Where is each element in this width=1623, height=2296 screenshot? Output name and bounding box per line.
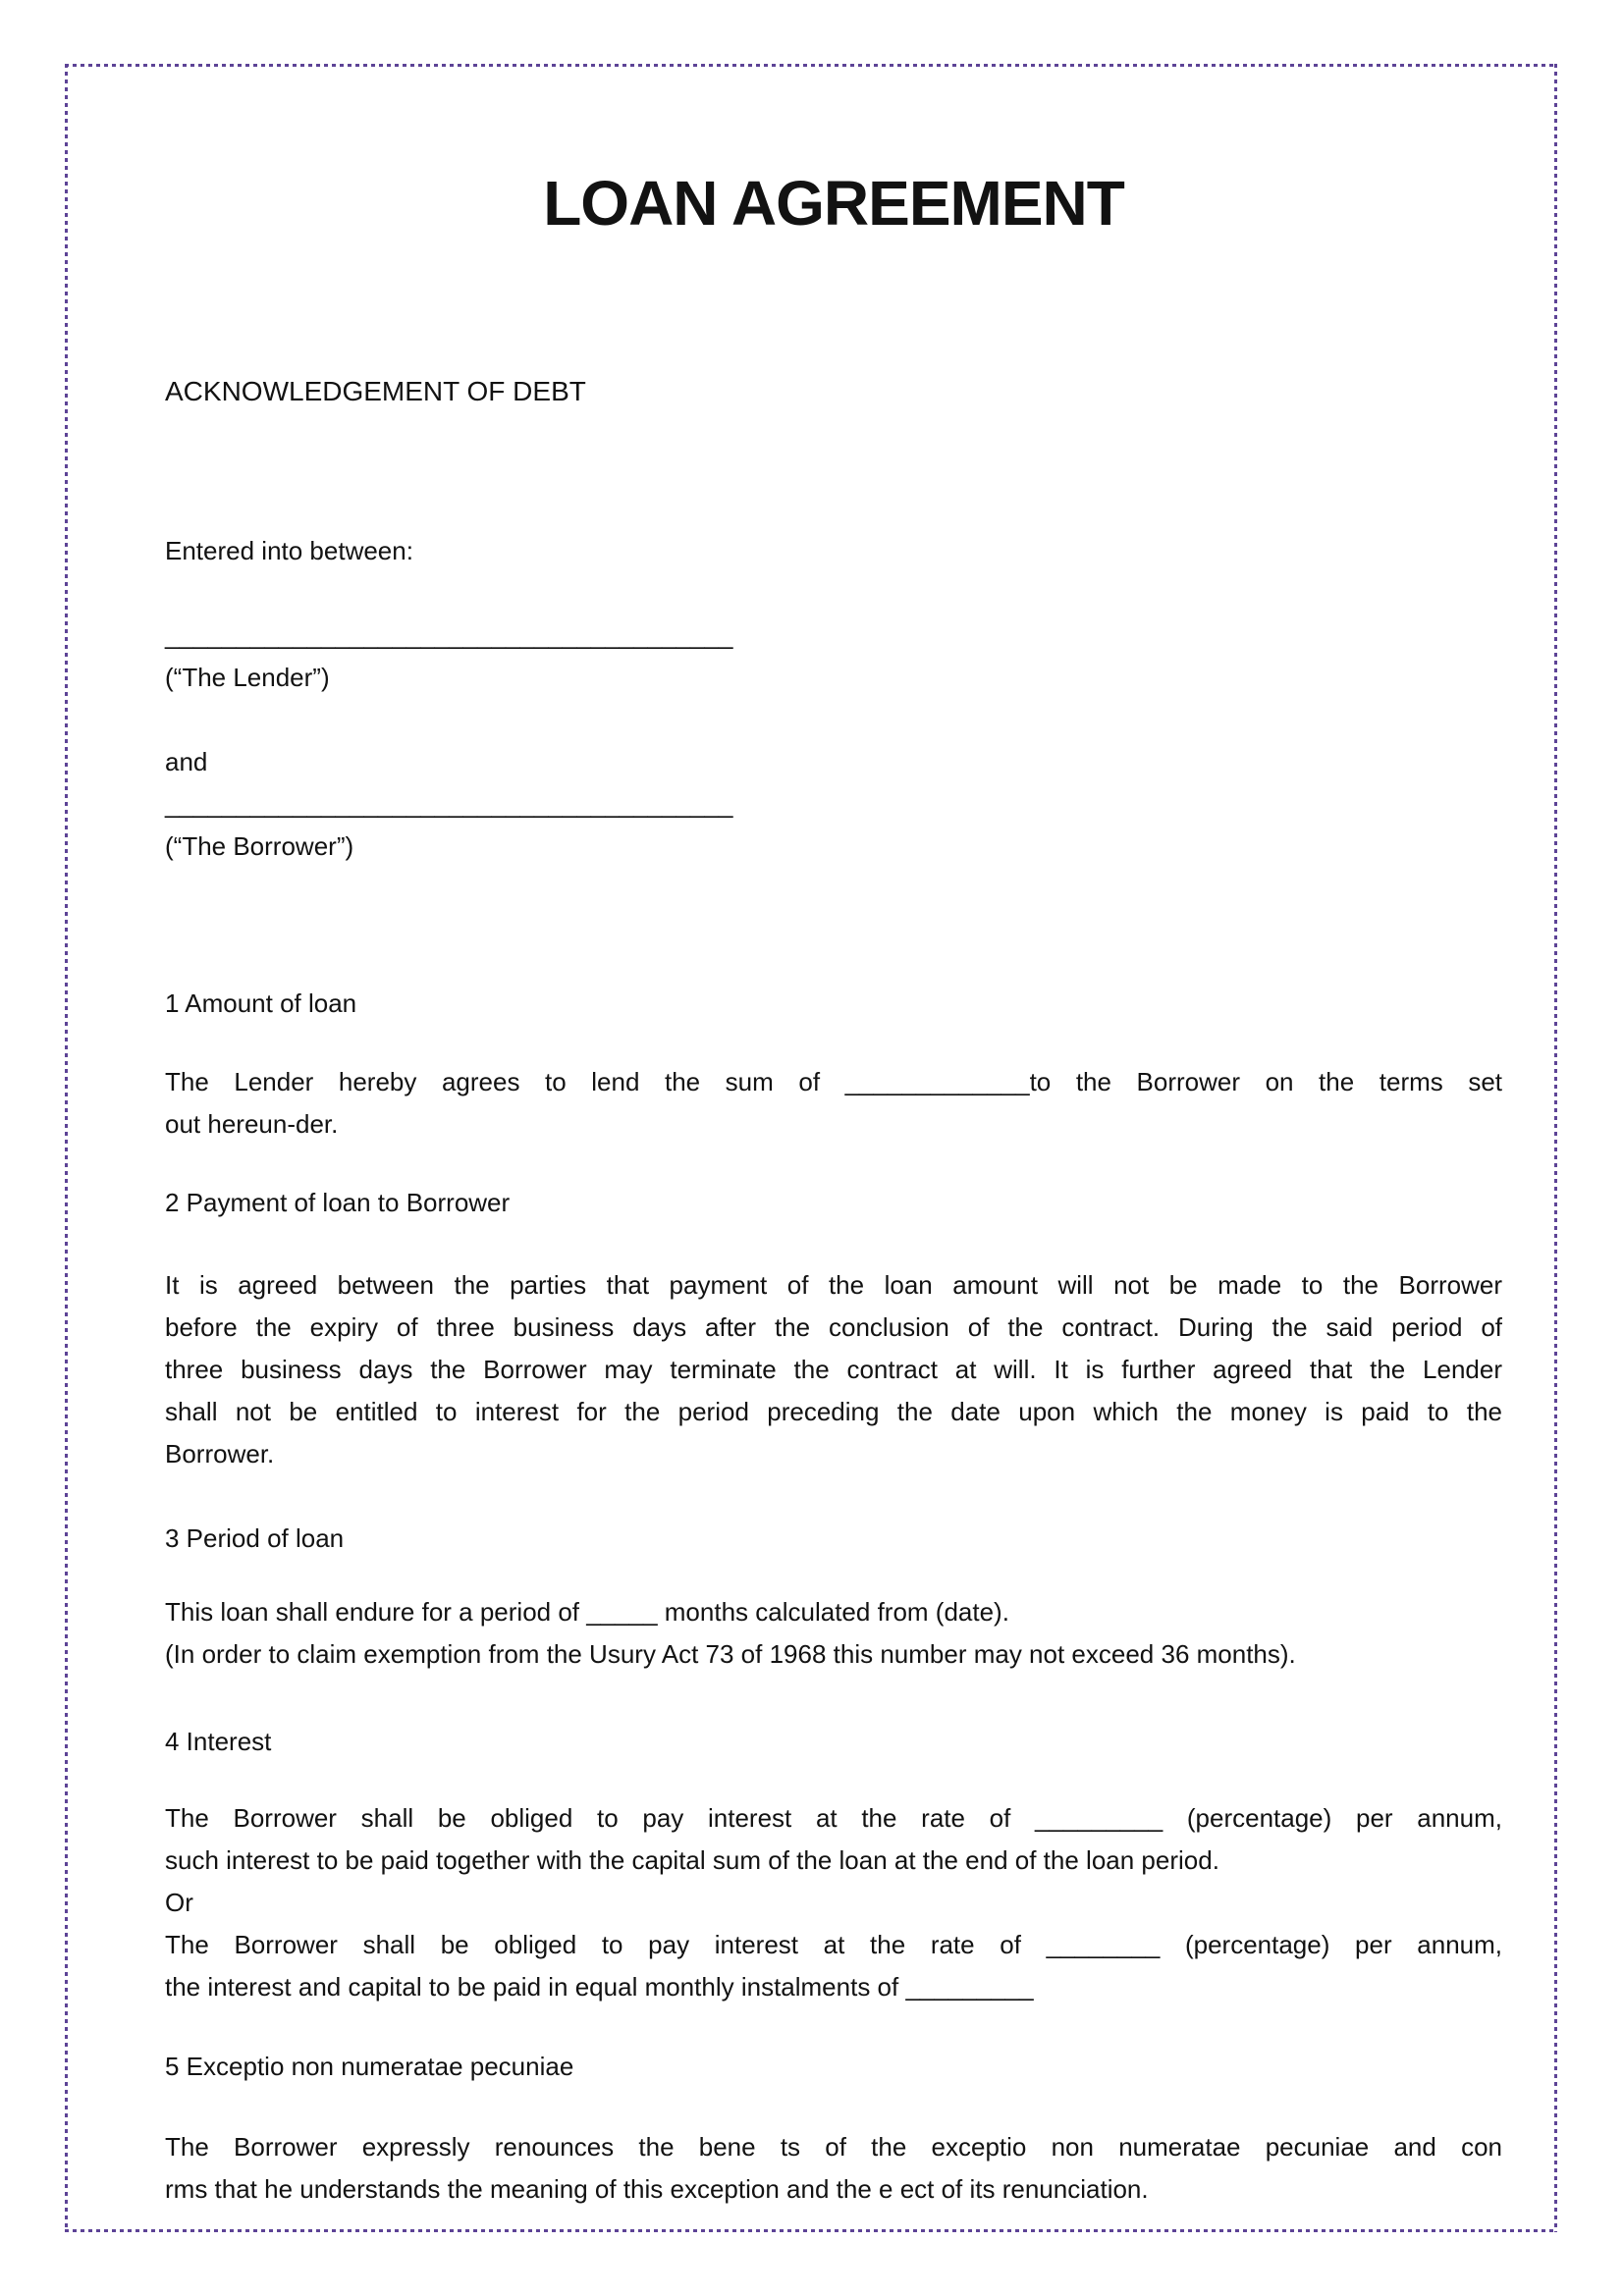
text-line: The Borrower shall be obliged to pay interest at the rate of _________ (percentage) per annum, bbox=[165, 1803, 1502, 1833]
text-line: before the expiry of three business days after the conclusion of the contract. During the said period of bbox=[165, 1312, 1502, 1342]
text-line: The Borrower expressly renounces the bene ts of the exceptio non numeratae pecuniae and con bbox=[165, 2132, 1502, 2162]
text-line: and bbox=[165, 747, 208, 776]
document-title: LOAN AGREEMENT bbox=[543, 168, 1124, 239]
text-line: rms that he understands the meaning of this exception and the e ect of its renunciation. bbox=[165, 2174, 1149, 2204]
text-line: such interest to be paid together with the capital sum of the loan at the end of the loan period. bbox=[165, 1845, 1219, 1875]
page-border-left bbox=[65, 64, 68, 2232]
blank-line bbox=[165, 572, 1502, 614]
text-line: out hereun-der. bbox=[165, 1109, 339, 1139]
document-subtitle: ACKNOWLEDGEMENT OF DEBT bbox=[165, 376, 586, 406]
section-heading: 5 Exceptio non numeratae pecuniae bbox=[165, 2052, 574, 2081]
text-line: It is agreed between the parties that payment of the loan amount will not be made to the Borrower bbox=[165, 1270, 1502, 1300]
text-line: ________________________________________ bbox=[165, 789, 733, 819]
text-line: This loan shall endure for a period of _____ months calculated from (date). bbox=[165, 1597, 1009, 1627]
section-heading: 1 Amount of loan bbox=[165, 988, 357, 1018]
text-line: (“The Lender”) bbox=[165, 663, 330, 692]
section-heading: 2 Payment of loan to Borrower bbox=[165, 1188, 511, 1217]
section-paragraph bbox=[165, 1061, 1502, 1146]
page-border-right bbox=[1554, 64, 1557, 2232]
text-line: Entered into between: bbox=[165, 536, 413, 565]
section-paragraph bbox=[165, 1797, 1502, 2008]
text-line: (In order to claim exemption from the Usury Act 73 of 1968 this number may not exceed 36 months). bbox=[165, 1639, 1296, 1669]
text-line: three business days the Borrower may terminate the contract at will. It is further agreed that the Lender bbox=[165, 1355, 1502, 1384]
page-border-top bbox=[65, 64, 1557, 67]
parties-intro bbox=[165, 530, 1502, 868]
section-paragraph bbox=[165, 2126, 1502, 2211]
section-paragraph bbox=[165, 1591, 1502, 1676]
text-line: The Borrower shall be obliged to pay interest at the rate of ________ (percentage) per annum, bbox=[165, 1930, 1502, 1959]
section-heading: 4 Interest bbox=[165, 1727, 272, 1756]
section-heading: 3 Period of loan bbox=[165, 1523, 345, 1553]
text-line: the interest and capital to be paid in equal monthly instalments of _________ bbox=[165, 1972, 1034, 2002]
text-line: Borrower. bbox=[165, 1439, 275, 1468]
text-line: ________________________________________ bbox=[165, 620, 733, 650]
text-line: The Lender hereby agrees to lend the sum of _____________to the Borrower on the terms set bbox=[165, 1067, 1502, 1096]
blank-line bbox=[165, 699, 1502, 741]
page-border-bottom bbox=[65, 2229, 1557, 2232]
text-line: (“The Borrower”) bbox=[165, 831, 354, 861]
text-line: shall not be entitled to interest for the period preceding the date upon which the money is paid to the bbox=[165, 1397, 1502, 1426]
text-line: Or bbox=[165, 1888, 193, 1917]
section-paragraph bbox=[165, 1264, 1502, 1475]
